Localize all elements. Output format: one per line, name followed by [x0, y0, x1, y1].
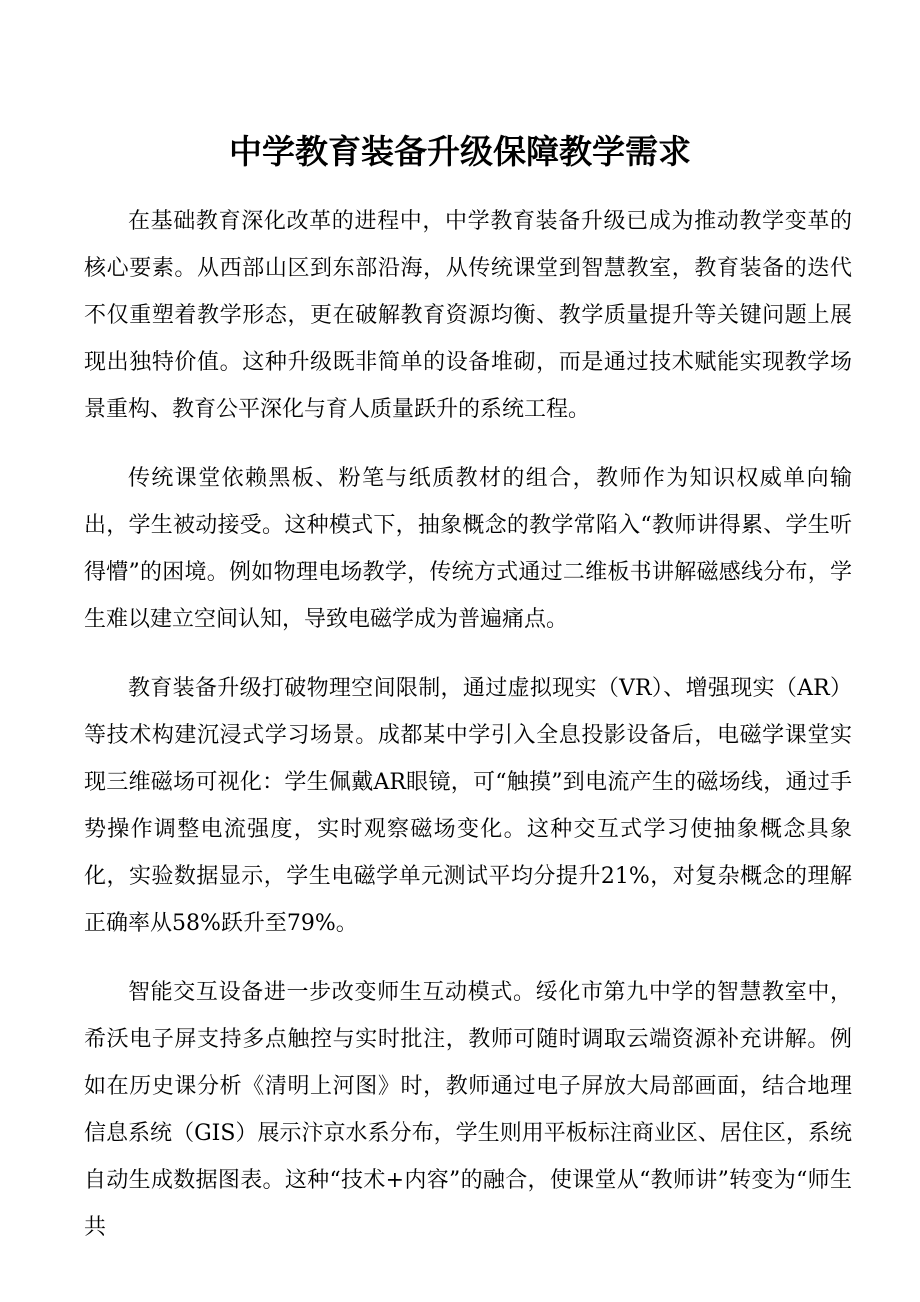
document-body [84, 198, 852, 1273]
document-title: 中学教育装备升级保障教学需求 [229, 132, 691, 171]
paragraph-2: 传统课堂依赖黑板、粉笔与纸质教材的组合，教师作为知识权威单向输出，学生被动接受。这种模式下，抽象概念的教学常陷入“教师讲得累、学生听得懵”的困境。例如物理电场教学，传统方式通过二维板书讲解磁感线分布，学生难以建立空间认知，导致电磁学成为普遍痛点。 [84, 466, 852, 632]
paragraph-3: 教育装备升级打破物理空间限制，通过虚拟现实（VR）、增强现实（AR）等技术构建沉浸式学习场景。成都某中学引入全息投影设备后，电磁学课堂实现三维磁场可视化：学生佩戴AR眼镜，可“触摸”到电流产生的磁场线，通过手势操作调整电流强度，实时观察磁场变化。这种交互式学习使抽象概念具象化，实验数据显示，学生电磁学单元测试平均分提升21%，对复杂概念的理解正确率从58%跃升至79%。 [84, 676, 852, 936]
paragraph-4: 智能交互设备进一步改变师生互动模式。绥化市第九中学的智慧教室中，希沃电子屏支持多点触控与实时批注，教师可随时调取云端资源补充讲解。例如在历史课分析《清明上河图》时，教师通过电子屏放大局部画面，结合地理信息系统（GIS）展示汴京水系分布，学生则用平板标注商业区、居住区，系统自动生成数据图表。这种“技术+内容”的融合，使课堂从“教师讲”转变为“师生共 [84, 980, 852, 1240]
paragraph-1: 在基础教育深化改革的进程中，中学教育装备升级已成为推动教学变革的核心要素。从西部山区到东部沿海，从传统课堂到智慧教室，教育装备的迭代不仅重塑着教学形态，更在破解教育资源均衡、教学质量提升等关键问题上展现出独特价值。这种升级既非简单的设备堆砌，而是通过技术赋能实现教学场景重构、教育公平深化与育人质量跃升的系统工程。 [84, 209, 852, 422]
